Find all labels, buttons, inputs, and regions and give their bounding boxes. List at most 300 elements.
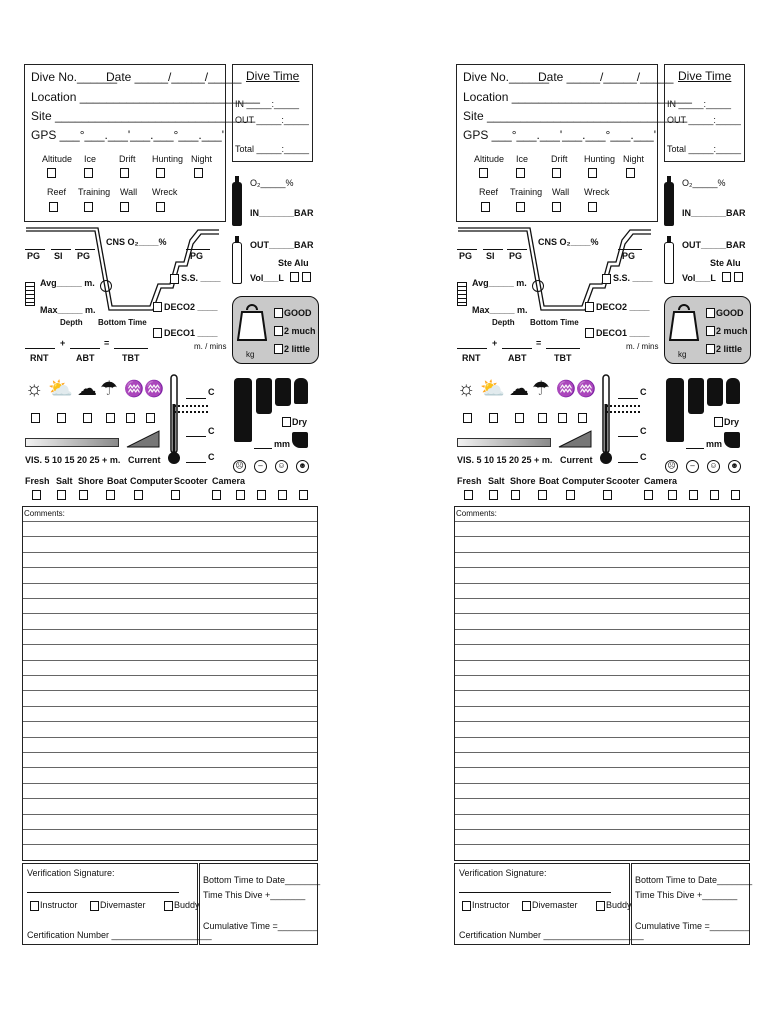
weight-too-little-checkbox[interactable] bbox=[706, 344, 715, 354]
signature-line[interactable] bbox=[459, 892, 611, 893]
comment-rule bbox=[23, 521, 317, 522]
comments-box[interactable] bbox=[454, 506, 750, 861]
date-field[interactable]: Date _____/_____/_____ bbox=[538, 70, 674, 84]
certification-number-field[interactable]: Certification Number ____________________ bbox=[27, 930, 212, 940]
dive-type-checkbox[interactable] bbox=[481, 202, 490, 212]
deco1-checkbox[interactable] bbox=[153, 328, 162, 338]
comment-rule bbox=[23, 644, 317, 645]
weight-good-label: GOOD bbox=[284, 308, 312, 318]
category-checkbox[interactable] bbox=[464, 490, 473, 500]
header-box bbox=[456, 64, 658, 222]
tank-full-icon bbox=[232, 182, 242, 226]
comment-rule bbox=[455, 660, 749, 661]
weather-checkbox[interactable] bbox=[515, 413, 524, 423]
comments-box[interactable] bbox=[22, 506, 318, 861]
category-label: Computer bbox=[130, 476, 173, 486]
dive-type-label: Altitude bbox=[42, 154, 73, 164]
dive-type-label: Hunting bbox=[584, 154, 616, 164]
water-surface-icon bbox=[174, 405, 208, 413]
tank-full-icon bbox=[664, 182, 674, 226]
category-label: Camera bbox=[644, 476, 678, 486]
bottom-time-to-date-field[interactable]: Bottom Time to Date_______ bbox=[635, 875, 753, 885]
dive-type-checkbox[interactable] bbox=[47, 168, 56, 178]
stopwatch-icon bbox=[532, 280, 544, 292]
visibility-label: VIS. 5 10 15 20 25 + m. bbox=[25, 455, 121, 465]
dive-no-field[interactable]: Dive No.______ bbox=[31, 70, 118, 84]
deco2-checkbox[interactable] bbox=[153, 302, 162, 312]
category-checkbox[interactable] bbox=[511, 490, 520, 500]
site-field[interactable]: Site ______________________________ bbox=[31, 109, 256, 123]
comments-label: Comments: bbox=[24, 509, 65, 518]
comment-rule bbox=[23, 690, 317, 691]
dive-type-checkbox[interactable] bbox=[120, 202, 129, 212]
bottom-time-label: Bottom Time bbox=[98, 318, 147, 327]
rain-icon: ☂ bbox=[532, 378, 550, 400]
dive-type-checkbox[interactable] bbox=[156, 202, 165, 212]
weather-checkbox[interactable] bbox=[57, 413, 66, 423]
category-label: Scooter bbox=[606, 476, 640, 486]
location-field[interactable]: Location ___________________________ bbox=[463, 90, 692, 104]
sad-face-icon[interactable]: ☹ bbox=[665, 460, 678, 473]
instructor-checkbox[interactable] bbox=[462, 901, 471, 911]
category-checkbox[interactable] bbox=[644, 490, 653, 500]
dive-type-checkbox[interactable] bbox=[516, 202, 525, 212]
category-label: Salt bbox=[488, 476, 505, 486]
dive-time-title: Dive Time bbox=[246, 69, 300, 83]
deco1-field[interactable]: DECO1 ____ bbox=[596, 328, 650, 338]
gps-field[interactable]: GPS ___°___.___'___.___°___.___' bbox=[463, 128, 657, 142]
comment-rule bbox=[455, 721, 749, 722]
weight-icon bbox=[237, 302, 267, 344]
dive-type-label: Night bbox=[623, 154, 645, 164]
comment-rule bbox=[23, 598, 317, 599]
dive-type-label: Training bbox=[78, 187, 111, 197]
sun-icon: ☼ bbox=[25, 378, 44, 400]
divemaster-label: Divemaster bbox=[532, 900, 578, 910]
dive-type-checkbox[interactable] bbox=[194, 168, 203, 178]
current-strength-icon bbox=[558, 430, 592, 448]
steel-checkbox[interactable] bbox=[722, 272, 731, 282]
pg-underline bbox=[507, 249, 527, 250]
bottom-temp-unit: C bbox=[640, 452, 647, 462]
out-bar-field[interactable]: OUT_____BAR bbox=[250, 240, 314, 250]
current-label: Current bbox=[560, 455, 593, 465]
m-mins-label: m. / mins bbox=[194, 342, 227, 351]
visibility-label: VIS. 5 10 15 20 25 + m. bbox=[457, 455, 553, 465]
air-temp-line bbox=[186, 398, 206, 399]
divemaster-checkbox[interactable] bbox=[522, 901, 531, 911]
weather-checkbox[interactable] bbox=[538, 413, 547, 423]
dive-type-checkbox[interactable] bbox=[479, 168, 488, 178]
rnt-line bbox=[457, 348, 487, 349]
bottom-temp-unit: C bbox=[208, 452, 215, 462]
smile-face-icon[interactable]: ☺ bbox=[707, 460, 720, 473]
neutral-face-icon[interactable]: – bbox=[686, 460, 699, 473]
category-label: Camera bbox=[212, 476, 246, 486]
face-checkbox[interactable] bbox=[689, 490, 698, 500]
category-checkbox[interactable] bbox=[57, 490, 66, 500]
o2-percent-field[interactable]: O₂_____% bbox=[682, 178, 726, 188]
comment-rule bbox=[455, 644, 749, 645]
weather-checkbox[interactable] bbox=[463, 413, 472, 423]
verification-title: Verification Signature: bbox=[27, 868, 115, 878]
time-out-field[interactable]: OUT _____:_____ bbox=[667, 115, 741, 125]
buddy-checkbox[interactable] bbox=[164, 901, 173, 911]
comment-rule bbox=[455, 798, 749, 799]
volume-field[interactable]: Vol___L bbox=[682, 273, 716, 283]
dive-type-checkbox[interactable] bbox=[120, 168, 129, 178]
comment-rule bbox=[23, 767, 317, 768]
comment-rule bbox=[455, 552, 749, 553]
category-checkbox[interactable] bbox=[106, 490, 115, 500]
happy-face-icon[interactable]: ☻ bbox=[728, 460, 741, 473]
dive-type-label: Reef bbox=[47, 187, 67, 197]
category-label: Fresh bbox=[457, 476, 482, 486]
category-label: Shore bbox=[78, 476, 104, 486]
weather-checkbox[interactable] bbox=[126, 413, 135, 423]
tbt-line bbox=[546, 348, 580, 349]
comment-rule bbox=[23, 752, 317, 753]
safety-stop-field[interactable]: S.S. ____ bbox=[613, 273, 653, 283]
weather-checkbox[interactable] bbox=[106, 413, 115, 423]
dive-type-checkbox[interactable] bbox=[588, 168, 597, 178]
visibility-bar bbox=[457, 438, 551, 447]
rain-icon: ☂ bbox=[100, 378, 118, 400]
waves-icon: ♒ bbox=[124, 381, 144, 398]
category-label: Boat bbox=[539, 476, 559, 486]
steel-alu-label: Ste Alu bbox=[710, 258, 741, 268]
dry-checkbox[interactable] bbox=[282, 417, 291, 427]
comment-rule bbox=[23, 844, 317, 845]
dive-type-checkbox[interactable] bbox=[516, 168, 525, 178]
dive-type-label: Drift bbox=[119, 154, 136, 164]
boot-icon bbox=[724, 432, 740, 448]
pg-underline bbox=[186, 249, 210, 250]
site-field[interactable]: Site ______________________________ bbox=[463, 109, 688, 123]
time-out-field[interactable]: OUT _____:_____ bbox=[235, 115, 309, 125]
dive-log-page-right bbox=[454, 62, 754, 952]
instructor-label: Instructor bbox=[472, 900, 510, 910]
dive-type-label: Altitude bbox=[474, 154, 505, 164]
comment-rule bbox=[23, 583, 317, 584]
time-total-field[interactable]: Total _____:_____ bbox=[235, 144, 310, 154]
divemaster-checkbox[interactable] bbox=[90, 901, 99, 911]
rnt-line bbox=[25, 348, 55, 349]
dive-type-checkbox[interactable] bbox=[84, 202, 93, 212]
comment-rule bbox=[23, 814, 317, 815]
in-bar-field[interactable]: IN_______BAR bbox=[682, 208, 746, 218]
bottom-temp-line bbox=[618, 462, 638, 463]
comment-rule bbox=[23, 798, 317, 799]
air-temp-line bbox=[618, 398, 638, 399]
thickness-line bbox=[254, 448, 272, 449]
neutral-face-icon[interactable]: – bbox=[254, 460, 267, 473]
weather-checkbox[interactable] bbox=[83, 413, 92, 423]
surface-temp-unit: C bbox=[640, 426, 647, 436]
tbt-label: TBT bbox=[122, 353, 140, 363]
dive-type-label: Reef bbox=[479, 187, 499, 197]
depth-gauge-icon bbox=[25, 282, 35, 306]
dive-type-checkbox[interactable] bbox=[49, 202, 58, 212]
weather-checkbox[interactable] bbox=[146, 413, 155, 423]
dive-type-checkbox[interactable] bbox=[84, 168, 93, 178]
deco2-field[interactable]: DECO2 ____ bbox=[596, 302, 650, 312]
plus-sign: + bbox=[492, 338, 498, 348]
steel-alu-label: Ste Alu bbox=[278, 258, 309, 268]
shorty-icon bbox=[688, 378, 704, 414]
gps-field[interactable]: GPS ___°___.___'___.___°___.___' bbox=[31, 128, 225, 142]
stopwatch-icon bbox=[100, 280, 112, 292]
buddy-label: Buddy bbox=[606, 900, 632, 910]
location-field[interactable]: Location ___________________________ bbox=[31, 90, 260, 104]
surface-temp-line bbox=[618, 436, 638, 437]
alu-checkbox[interactable] bbox=[302, 272, 311, 282]
dive-type-checkbox[interactable] bbox=[588, 202, 597, 212]
volume-field[interactable]: Vol___L bbox=[250, 273, 284, 283]
partly-cloudy-icon: ⛅ bbox=[48, 378, 73, 400]
face-checkbox[interactable] bbox=[278, 490, 287, 500]
plus-sign: + bbox=[60, 338, 66, 348]
weight-good-label: GOOD bbox=[716, 308, 744, 318]
instructor-label: Instructor bbox=[40, 900, 78, 910]
safety-stop-field[interactable]: S.S. ____ bbox=[181, 273, 221, 283]
dive-type-checkbox[interactable] bbox=[552, 168, 561, 178]
boot-icon bbox=[292, 432, 308, 448]
thermometer-icon bbox=[167, 374, 181, 466]
abt-label: ABT bbox=[76, 353, 95, 363]
category-checkbox[interactable] bbox=[32, 490, 41, 500]
dive-no-field[interactable]: Dive No.______ bbox=[463, 70, 550, 84]
comment-rule bbox=[455, 814, 749, 815]
weight-good-checkbox[interactable] bbox=[274, 308, 283, 318]
buddy-checkbox[interactable] bbox=[596, 901, 605, 911]
rnt-label: RNT bbox=[30, 353, 49, 363]
sun-icon: ☼ bbox=[457, 378, 476, 400]
comment-rule bbox=[455, 521, 749, 522]
drysuit-icon bbox=[234, 378, 252, 442]
instructor-checkbox[interactable] bbox=[30, 901, 39, 911]
dive-time-title: Dive Time bbox=[678, 69, 732, 83]
weight-too-much-checkbox[interactable] bbox=[274, 326, 283, 336]
steel-checkbox[interactable] bbox=[290, 272, 299, 282]
weight-too-little-label: 2 little bbox=[716, 344, 743, 354]
rough-sea-icon: ♒ bbox=[144, 381, 164, 398]
si-label: SI bbox=[54, 251, 63, 261]
o2-percent-field[interactable]: O₂_____% bbox=[250, 178, 294, 188]
abt-line bbox=[502, 348, 532, 349]
current-label: Current bbox=[128, 455, 161, 465]
weight-too-much-label: 2 much bbox=[716, 326, 748, 336]
dive-type-checkbox[interactable] bbox=[156, 168, 165, 178]
category-label: Computer bbox=[562, 476, 605, 486]
category-checkbox[interactable] bbox=[171, 490, 180, 500]
category-checkbox[interactable] bbox=[566, 490, 575, 500]
pg-label: PG bbox=[190, 251, 204, 261]
dive-type-label: Wall bbox=[120, 187, 138, 197]
vest-icon bbox=[707, 378, 723, 406]
comment-rule bbox=[23, 567, 317, 568]
time-this-dive-field[interactable]: Time This Dive +_______ bbox=[635, 890, 738, 900]
max-depth-field[interactable]: Max_____ m. bbox=[40, 305, 96, 315]
dive-type-label: Night bbox=[191, 154, 213, 164]
cumulative-time-field[interactable]: Cumulative Time =________ bbox=[635, 921, 750, 931]
cloudy-icon: ☁ bbox=[77, 378, 97, 400]
pg-label: PG bbox=[622, 251, 636, 261]
equals-sign: = bbox=[536, 338, 542, 348]
equals-sign: = bbox=[104, 338, 110, 348]
dive-type-label: Drift bbox=[551, 154, 568, 164]
header-box bbox=[24, 64, 226, 222]
weight-too-little-checkbox[interactable] bbox=[274, 344, 283, 354]
comment-rule bbox=[455, 536, 749, 537]
category-label: Scooter bbox=[174, 476, 208, 486]
visibility-bar bbox=[25, 438, 119, 447]
deco2-field[interactable]: DECO2 ____ bbox=[164, 302, 218, 312]
cumulative-time-field[interactable]: Cumulative Time =________ bbox=[203, 921, 318, 931]
certification-number-field[interactable]: Certification Number ____________________ bbox=[459, 930, 644, 940]
water-surface-icon bbox=[606, 405, 640, 413]
cloudy-icon: ☁ bbox=[509, 378, 529, 400]
pg-underline bbox=[75, 249, 95, 250]
sad-face-icon[interactable]: ☹ bbox=[233, 460, 246, 473]
comment-rule bbox=[455, 598, 749, 599]
deco1-field[interactable]: DECO1 ____ bbox=[164, 328, 218, 338]
max-depth-field[interactable]: Max_____ m. bbox=[472, 305, 528, 315]
thermometer-icon bbox=[599, 374, 613, 466]
comments-lines bbox=[455, 507, 749, 860]
category-checkbox[interactable] bbox=[603, 490, 612, 500]
buddy-label: Buddy bbox=[174, 900, 200, 910]
rnt-label: RNT bbox=[462, 353, 481, 363]
category-checkbox[interactable] bbox=[489, 490, 498, 500]
face-checkbox[interactable] bbox=[668, 490, 677, 500]
dry-checkbox[interactable] bbox=[714, 417, 723, 427]
waves-icon: ♒ bbox=[556, 381, 576, 398]
dive-type-checkbox[interactable] bbox=[552, 202, 561, 212]
in-bar-field[interactable]: IN_______BAR bbox=[250, 208, 314, 218]
date-field[interactable]: Date _____/_____/_____ bbox=[106, 70, 242, 84]
gloves-icon bbox=[294, 378, 308, 404]
deco1-checkbox[interactable] bbox=[585, 328, 594, 338]
weight-good-checkbox[interactable] bbox=[706, 308, 715, 318]
weather-checkbox[interactable] bbox=[489, 413, 498, 423]
comments-lines bbox=[23, 507, 317, 860]
bottom-time-label: Bottom Time bbox=[530, 318, 579, 327]
happy-face-icon[interactable]: ☻ bbox=[296, 460, 309, 473]
category-checkbox[interactable] bbox=[134, 490, 143, 500]
category-checkbox[interactable] bbox=[538, 490, 547, 500]
weight-icon bbox=[669, 302, 699, 344]
safety-stop-checkbox[interactable] bbox=[170, 274, 179, 284]
vest-icon bbox=[275, 378, 291, 406]
category-label: Boat bbox=[107, 476, 127, 486]
cns-o2-field[interactable]: CNS O₂____% bbox=[538, 237, 599, 247]
signature-line[interactable] bbox=[27, 892, 179, 893]
surface-temp-unit: C bbox=[208, 426, 215, 436]
pg-underline bbox=[25, 249, 45, 250]
category-label: Salt bbox=[56, 476, 73, 486]
depth-label: Depth bbox=[492, 318, 515, 327]
category-checkbox[interactable] bbox=[79, 490, 88, 500]
face-checkbox[interactable] bbox=[731, 490, 740, 500]
face-checkbox[interactable] bbox=[236, 490, 245, 500]
current-strength-icon bbox=[126, 430, 160, 448]
air-temp-unit: C bbox=[208, 387, 215, 397]
depth-label: Depth bbox=[60, 318, 83, 327]
category-checkbox[interactable] bbox=[212, 490, 221, 500]
face-checkbox[interactable] bbox=[299, 490, 308, 500]
dive-type-label: Wreck bbox=[152, 187, 178, 197]
comment-rule bbox=[455, 675, 749, 676]
weight-too-little-label: 2 little bbox=[284, 344, 311, 354]
dive-log-page-left bbox=[22, 62, 322, 952]
comment-rule bbox=[23, 613, 317, 614]
tank-empty-icon bbox=[232, 242, 242, 284]
surface-temp-line bbox=[186, 436, 206, 437]
dive-type-checkbox[interactable] bbox=[626, 168, 635, 178]
rough-sea-icon: ♒ bbox=[576, 381, 596, 398]
pg-label: PG bbox=[27, 251, 41, 261]
alu-checkbox[interactable] bbox=[734, 272, 743, 282]
si-underline bbox=[51, 249, 71, 250]
avg-depth-field[interactable]: Avg_____ m. bbox=[472, 278, 527, 288]
comment-rule bbox=[23, 737, 317, 738]
gloves-icon bbox=[726, 378, 740, 404]
divemaster-label: Divemaster bbox=[100, 900, 146, 910]
dive-type-label: Hunting bbox=[152, 154, 184, 164]
weather-checkbox[interactable] bbox=[558, 413, 567, 423]
time-total-field[interactable]: Total _____:_____ bbox=[667, 144, 742, 154]
abt-label: ABT bbox=[508, 353, 527, 363]
safety-stop-checkbox[interactable] bbox=[602, 274, 611, 284]
weather-checkbox[interactable] bbox=[578, 413, 587, 423]
weight-too-much-checkbox[interactable] bbox=[706, 326, 715, 336]
comment-rule bbox=[455, 844, 749, 845]
face-checkbox[interactable] bbox=[257, 490, 266, 500]
time-in-field[interactable]: IN _____:_____ bbox=[235, 99, 300, 109]
avg-depth-field[interactable]: Avg_____ m. bbox=[40, 278, 95, 288]
comment-rule bbox=[455, 737, 749, 738]
comment-rule bbox=[455, 583, 749, 584]
comment-rule bbox=[23, 660, 317, 661]
deco2-checkbox[interactable] bbox=[585, 302, 594, 312]
tbt-label: TBT bbox=[554, 353, 572, 363]
comment-rule bbox=[455, 706, 749, 707]
comment-rule bbox=[455, 690, 749, 691]
out-bar-field[interactable]: OUT_____BAR bbox=[682, 240, 746, 250]
time-this-dive-field[interactable]: Time This Dive +_______ bbox=[203, 890, 306, 900]
comments-label: Comments: bbox=[456, 509, 497, 518]
bottom-temp-line bbox=[186, 462, 206, 463]
bottom-time-to-date-field[interactable]: Bottom Time to Date_______ bbox=[203, 875, 321, 885]
comment-rule bbox=[455, 567, 749, 568]
partly-cloudy-icon: ⛅ bbox=[480, 378, 505, 400]
depth-gauge-icon bbox=[457, 282, 467, 306]
si-label: SI bbox=[486, 251, 495, 261]
time-in-field[interactable]: IN _____:_____ bbox=[667, 99, 732, 109]
smile-face-icon[interactable]: ☺ bbox=[275, 460, 288, 473]
kg-label: kg bbox=[678, 350, 687, 359]
si-underline bbox=[483, 249, 503, 250]
dive-type-label: Ice bbox=[84, 154, 97, 164]
weather-checkbox[interactable] bbox=[31, 413, 40, 423]
drysuit-icon bbox=[666, 378, 684, 442]
comment-rule bbox=[455, 783, 749, 784]
comment-rule bbox=[455, 752, 749, 753]
cns-o2-field[interactable]: CNS O₂____% bbox=[106, 237, 167, 247]
face-checkbox[interactable] bbox=[710, 490, 719, 500]
dry-label: Dry bbox=[724, 417, 740, 427]
